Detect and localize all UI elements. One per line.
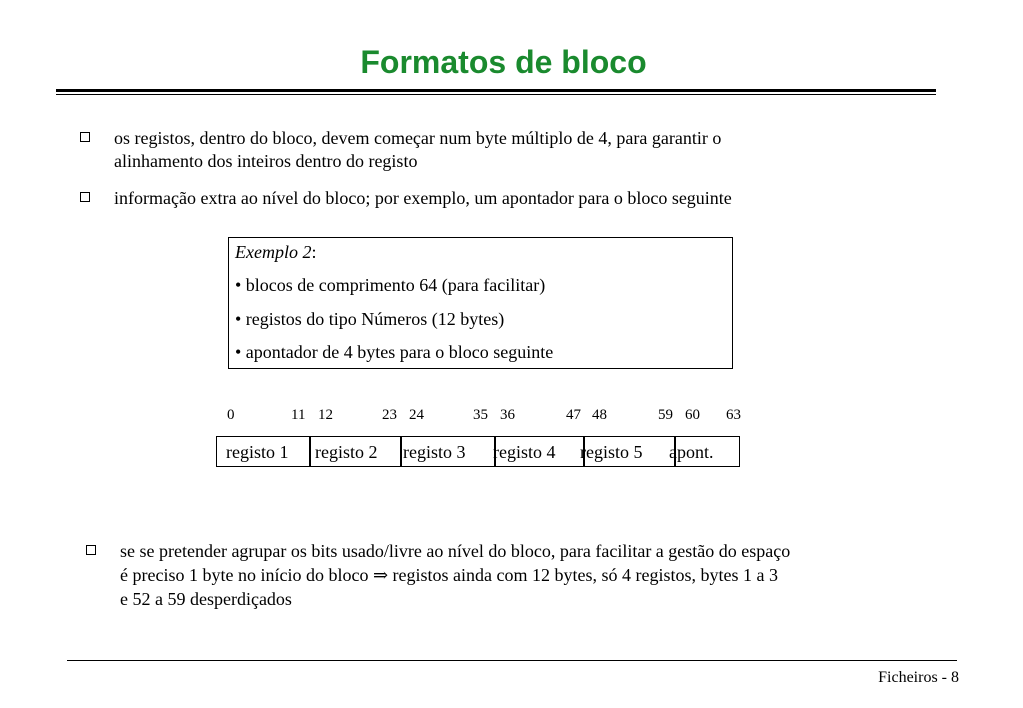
- byte-offset-label: 24: [409, 407, 424, 423]
- footer-rule: [67, 660, 957, 661]
- example-item: • registos do tipo Números (12 bytes): [235, 309, 505, 329]
- bullet-text-line: é preciso 1 byte no início do bloco ⇒ registos ainda com 12 bytes, só 4 registos, bytes 1 a 3: [120, 565, 778, 585]
- byte-offset-label: 12: [318, 407, 333, 423]
- byte-offset-label: 47: [566, 407, 581, 423]
- example-item: • apontador de 4 bytes para o bloco seguinte: [235, 342, 554, 362]
- bullet-text-line: os registos, dentro do bloco, devem começar num byte múltiplo de 4, para garantir o: [114, 128, 722, 148]
- block-cell-label: registo 2: [315, 442, 378, 462]
- block-cell-label: registo 4: [493, 442, 556, 462]
- example-item: • blocos de comprimento 64 (para facilitar): [235, 275, 546, 295]
- cell-divider: [309, 436, 311, 467]
- example-heading: [235, 241, 317, 263]
- byte-offset-label: 0: [227, 407, 235, 423]
- title-rule-thick: [56, 89, 936, 92]
- page-footer: Ficheiros - 8: [878, 669, 959, 686]
- block-cell-label: registo 3: [403, 442, 466, 462]
- example-box: [228, 237, 733, 369]
- square-bullet-icon: [86, 545, 96, 555]
- byte-offset-label: 35: [473, 407, 488, 423]
- byte-offset-label: 63: [726, 407, 741, 423]
- bullet-text-line: alinhamento dos inteiros dentro do registo: [114, 151, 418, 171]
- bullet-text-line: e 52 a 59 desperdiçados: [120, 589, 292, 609]
- square-bullet-icon: [80, 132, 90, 142]
- example-heading-label: Exemplo 2: [235, 242, 312, 262]
- byte-offset-label: 36: [500, 407, 515, 423]
- square-bullet-icon: [80, 192, 90, 202]
- block-cell-label: apont.: [669, 442, 714, 462]
- cell-divider: [400, 436, 402, 467]
- block-layout-diagram: [216, 436, 740, 467]
- example-heading-colon: :: [311, 242, 317, 262]
- page-title: Formatos de bloco: [360, 44, 647, 80]
- byte-offset-label: 60: [685, 407, 700, 423]
- byte-offset-label: 23: [382, 407, 397, 423]
- byte-offset-label: 48: [592, 407, 607, 423]
- byte-offset-label: 59: [658, 407, 673, 423]
- bullet-text-line: se se pretender agrupar os bits usado/livre ao nível do bloco, para facilitar a gestão do espaço: [120, 541, 791, 561]
- block-cell-label: registo 1: [226, 442, 289, 462]
- bullet-text-line: informação extra ao nível do bloco; por exemplo, um apontador para o bloco seguinte: [114, 188, 732, 208]
- title-rule-thin: [56, 94, 936, 95]
- byte-offset-label: 11: [291, 407, 306, 423]
- block-cell-label: registo 5: [580, 442, 643, 462]
